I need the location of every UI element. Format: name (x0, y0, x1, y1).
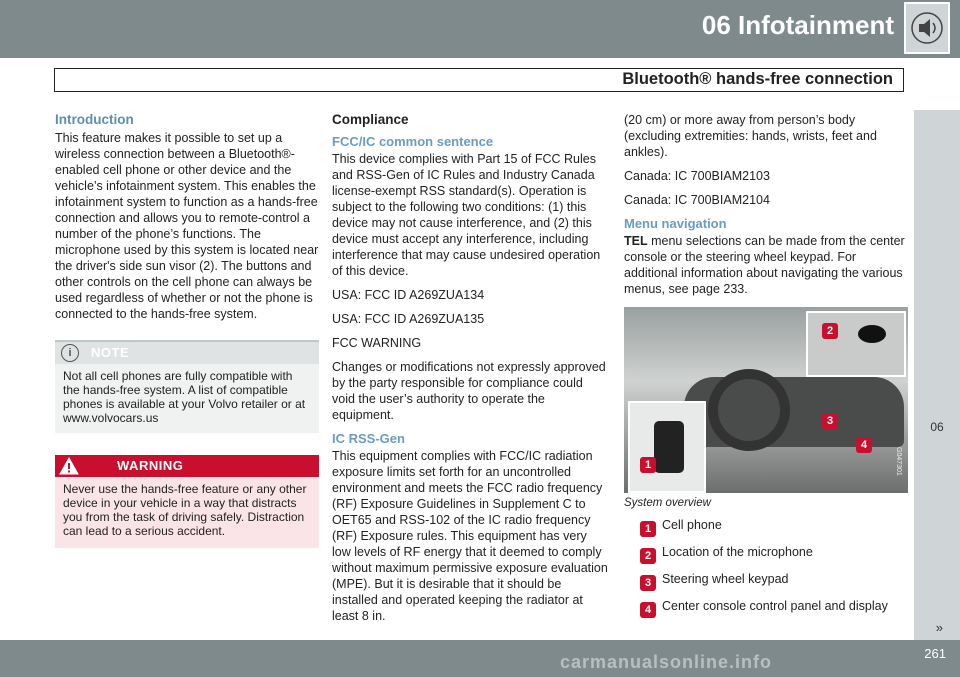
warning-label: WARNING (117, 458, 184, 473)
microphone-icon (858, 325, 886, 343)
microphone-inset (806, 311, 906, 377)
column-compliance (332, 112, 608, 632)
section-bar (54, 68, 904, 92)
warning-box (55, 455, 319, 548)
warning-icon (59, 457, 79, 475)
warning-text: Never use the hands-free feature or any other device in your vehicle in a way that distracts you from the task of driving safely. Distraction can lead to a serious accident. (63, 482, 307, 538)
fcc-heading: FCC/IC common sentence (332, 134, 494, 149)
legend-number: 2 (640, 548, 656, 564)
intro-heading: Introduction (55, 112, 134, 127)
chapter-tab (914, 110, 960, 640)
footer-bar (0, 640, 960, 677)
menu-heading: Menu navigation (624, 216, 727, 231)
column-introduction (55, 112, 319, 548)
note-header (55, 342, 319, 364)
note-text: Not all cell phones are fully compatible with the hands-free system. A list of compatible phones is available at your Volvo retailer or at www.volvocars.us (63, 369, 306, 425)
watermark: carmanualsonline.info (560, 652, 773, 672)
legend-item (624, 515, 908, 542)
note-box (55, 340, 319, 433)
phone-inset (628, 401, 706, 493)
header-bar (0, 0, 960, 58)
rf-continued: (20 cm) or more away from person’s body (excluding extremities: hands, wrists, feet and ankles). (624, 113, 877, 159)
column-menu (624, 112, 908, 623)
canada-id-2: Canada: IC 700BIAM2104 (624, 193, 770, 207)
intro-body: This feature makes it possible to set up a wireless connection between a Bluetooth®-enabled cell phone or other device and the vehicle’s infotainment system. This enables the infotainment system to function as a hands-free connection and allows you to remote-control a number of the phone’s functions. The microphone used by this system is located near the driver's side sun visor (2). The buttons and other controls on the cell phone can always be used regardless of whether or not the phone is connected to the hands-free system. (55, 131, 319, 321)
legend-item (624, 542, 908, 569)
callout-2: 2 (822, 323, 838, 339)
section-title: Bluetooth® hands-free connection (622, 70, 893, 88)
legend-label: Cell phone (662, 518, 722, 532)
fcc-warning: FCC WARNING (332, 336, 422, 350)
compliance-heading: Compliance (332, 112, 409, 127)
legend-item (624, 596, 908, 623)
chapter-title: 06 Infotainment (701, 10, 894, 40)
legend-list (624, 515, 908, 623)
legend-number: 4 (640, 602, 656, 618)
fcc-changes: Changes or modifications not expressly approved by the party responsible for compliance could void the user’s authority to operate the equipment. (332, 360, 606, 422)
tel-label: TEL (624, 234, 648, 248)
chapter-tab-label: 06 (930, 420, 944, 434)
legend-label: Location of the microphone (662, 545, 813, 559)
steering-wheel-shape (708, 369, 790, 451)
image-code: G047301 (895, 447, 902, 476)
legend-label: Center console control panel and display (662, 599, 888, 613)
image-caption: System overview (624, 497, 711, 509)
fcc-body: This device complies with Part 15 of FCC Rules and RSS-Gen of IC Rules and Industry Canada license-exempt RSS standard(s). Operation is subject to the following two conditions: (1) this device may not cause interference, and (2) this device must accept any interference, including interference that may cause undesired operation of this device. (332, 152, 601, 278)
system-overview-image (624, 307, 908, 493)
ic-body: This equipment complies with FCC/IC radiation exposure limits set forth for an uncontrolled environment and meets the FCC radio frequency (RF) Exposure Guidelines in Supplement C to OET65 and RSS-102 of the IC radio frequency (RF) Exposure rules. This equipment has very low levels of RF energy that it deemed to comply without maximum permissive exposure evaluation (MPE). But it is desirable that it should be installed and operated keeping the radiator at least 8 in. (332, 449, 608, 623)
menu-text: menu selections can be made from the center console or the steering wheel keypad. For additional information about navigating the various menus, see page 233. (624, 234, 905, 296)
page-number: 261 (924, 646, 946, 661)
canada-id-1: Canada: IC 700BIAM2103 (624, 169, 770, 183)
phone-icon (654, 421, 684, 473)
warning-header (55, 455, 319, 477)
fcc-id-2: USA: FCC ID A269ZUA135 (332, 312, 485, 326)
next-page-arrows: » (935, 620, 940, 635)
fcc-id-1: USA: FCC ID A269ZUA134 (332, 288, 485, 302)
speaker-icon (904, 2, 950, 54)
note-label: NOTE (91, 345, 130, 360)
legend-label: Steering wheel keypad (662, 572, 789, 586)
legend-item (624, 569, 908, 596)
callout-3: 3 (822, 413, 838, 429)
ic-heading: IC RSS-Gen (332, 431, 405, 446)
callout-4: 4 (856, 437, 872, 453)
legend-number: 3 (640, 575, 656, 591)
callout-1: 1 (640, 457, 656, 473)
info-icon: i (61, 344, 79, 362)
legend-number: 1 (640, 521, 656, 537)
menu-body (624, 233, 908, 297)
